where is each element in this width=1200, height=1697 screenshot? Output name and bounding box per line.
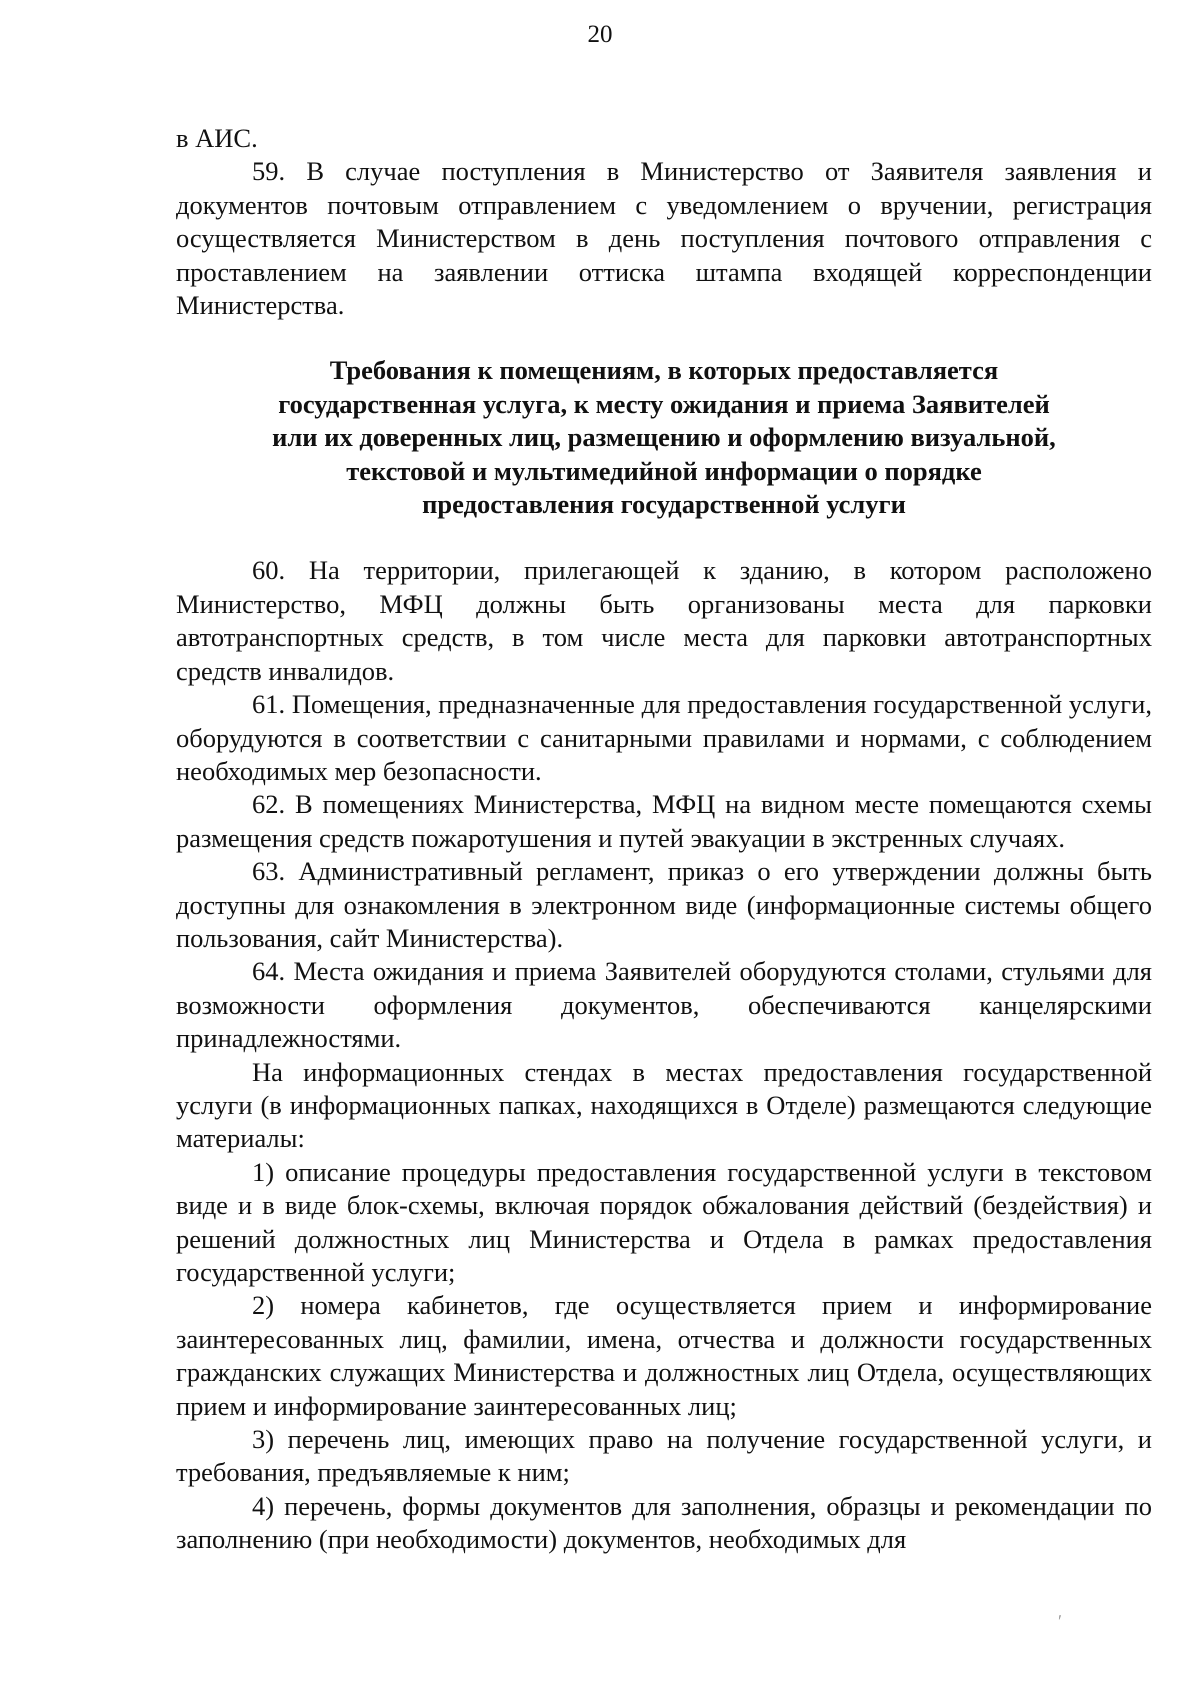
heading-line: или их доверенных лиц, размещению и оформлению визуальной,: [272, 422, 1056, 453]
list-item-4: 4) перечень, формы документов для заполнения, образцы и рекомендации по заполнению (при необходимости) документов, необходимых для: [176, 1490, 1152, 1555]
paragraph-64: 64. Места ожидания и приема Заявителей оборудуются столами, стульями для возможности оформления документов, обеспечиваются канцелярскими принадлежностями.: [176, 956, 1152, 1054]
list-item-2: 2) номера кабинетов, где осуществляется прием и информирование заинтересованных лиц, фамилии, имена, отчества и должности государственных гражданских служащих Министерства и должностных лиц Отдела, осуществляющих прием и информирование заинтересованных лиц;: [176, 1290, 1152, 1421]
page-number: 20: [587, 21, 613, 48]
section-heading: [176, 354, 1152, 521]
paragraph-info-stands: На информационных стендах в местах предоставления государственной услуги (в информационных папках, находящихся в Отделе) размещаются следующие материалы:: [176, 1056, 1152, 1154]
scan-artifact-mark: ʹ: [1058, 1611, 1062, 1631]
paragraph-62: 62. В помещениях Министерства, МФЦ на видном месте помещаются схемы размещения средств пожаротушения и путей эвакуации в экстренных случаях.: [176, 789, 1152, 853]
document-body: [176, 122, 1152, 1557]
heading-line: государственная услуга, к месту ожидания и приема Заявителей: [278, 388, 1050, 419]
paragraph-61: 61. Помещения, предназначенные для предоставления государственной услуги, оборудуются в соответствии с санитарными правилами и нормами, с соблюдением необходимых мер безопасности.: [176, 689, 1152, 786]
paragraph-63: 63. Административный регламент, приказ о его утверждении должны быть доступны для ознакомления в электронном виде (информационные системы общего пользования, сайт Министерства).: [176, 856, 1152, 953]
paragraph-59: 59. В случае поступления в Министерство от Заявителя заявления и документов почтовым отправлением с уведомлением о вручении, регистрация осуществляется Министерством в день поступления почтового отправления с проставлением на заявлении оттиска штампа входящей корреспонденции Министерства.: [176, 156, 1152, 321]
heading-line: предоставления государственной услуги: [422, 489, 906, 520]
heading-line: Требования к помещениям, в которых предоставляется: [329, 355, 999, 386]
list-item-3: 3) перечень лиц, имеющих право на получение государственной услуги, и требования, предъявляемые к ним;: [176, 1424, 1152, 1488]
paragraph-continuation: в АИС.: [176, 123, 258, 153]
list-item-1: 1) описание процедуры предоставления государственной услуги в текстовом виде и в виде блок-схемы, включая порядок обжалования действий (бездействия) и решений должностных лиц Министерства и Отдела в рамках предоставления государственной услуги;: [176, 1156, 1152, 1287]
paragraph-60: 60. На территории, прилегающей к зданию, в котором расположено Министерство, МФЦ должны быть организованы места для парковки автотранспортных средств, в том числе места для парковки автотранспортных средств инвалидов.: [176, 555, 1152, 686]
heading-line: текстовой и мультимедийной информации о порядке: [346, 455, 982, 486]
